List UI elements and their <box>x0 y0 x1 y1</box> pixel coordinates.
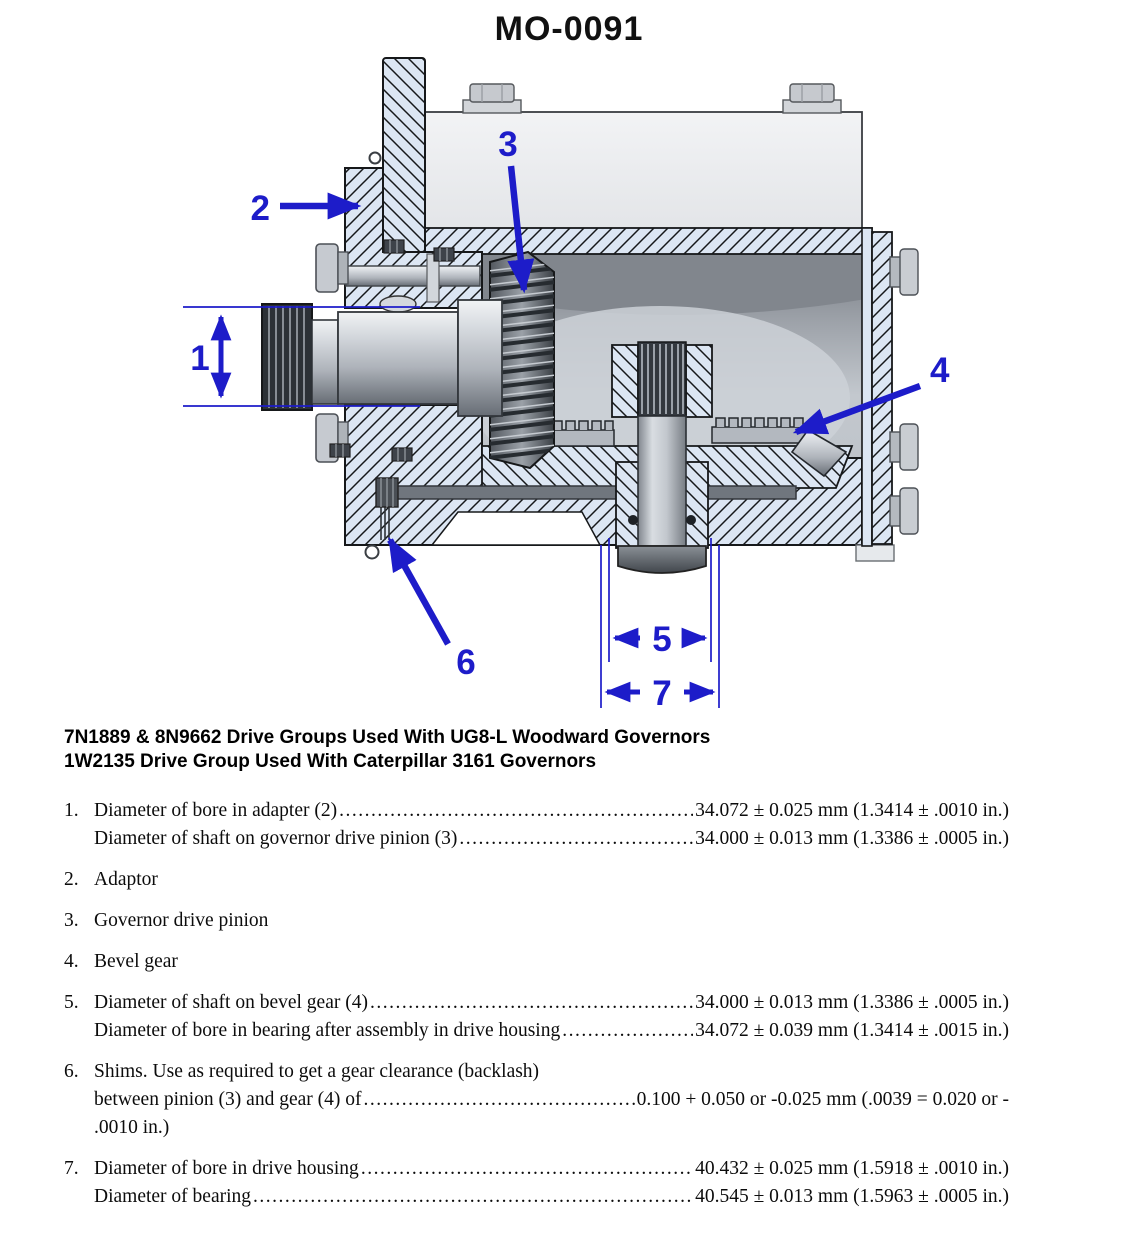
spec-line <box>94 1114 1009 1142</box>
dot-leader <box>253 1183 693 1211</box>
spec-line-label: .0010 in.) <box>94 1116 170 1138</box>
spec-list <box>64 797 1009 1211</box>
figure-caption <box>64 726 1009 775</box>
right-bolt-2 <box>890 424 918 470</box>
dot-leader <box>339 797 693 825</box>
spec-item-lines <box>94 866 1009 894</box>
dot-leader <box>562 1017 693 1045</box>
spec-line-value: 34.000 ± 0.013 mm (1.3386 ± .0005 in.) <box>695 991 1009 1013</box>
bearing-sleeve-left <box>616 462 640 548</box>
spec-item-lines <box>94 989 1009 1045</box>
spec-item <box>64 797 1009 853</box>
spec-item <box>64 1155 1009 1211</box>
spec-line-label: Diameter of shaft on bevel gear (4) <box>94 991 368 1013</box>
governor-drive-shaft <box>262 296 502 416</box>
callout-6-arrow <box>390 540 448 644</box>
spec-line <box>94 1058 1009 1086</box>
adapter-pin <box>346 266 480 286</box>
callout-6-label: 6 <box>456 643 476 682</box>
spec-line-label: Bevel gear <box>94 950 178 972</box>
spec-line-label: Diameter of bore in bearing after assembly in drive housing <box>94 1019 561 1041</box>
spec-line-value: 40.545 ± 0.013 mm (1.5963 ± .0005 in.) <box>695 1185 1009 1207</box>
spec-item-number: 3. <box>64 909 79 931</box>
right-bolt-1 <box>890 249 918 295</box>
callout-7-label: 7 <box>652 674 672 713</box>
cover-flange-strip <box>425 228 872 254</box>
dot-leader <box>361 1155 693 1183</box>
dot-leader <box>459 825 693 853</box>
left-bolt-top <box>316 244 348 292</box>
spec-line-label: Adaptor <box>94 868 158 890</box>
spec-line <box>94 1086 1009 1114</box>
spec-line <box>94 1155 1009 1183</box>
cover-bolt-right <box>783 84 841 113</box>
seal-right <box>686 515 696 525</box>
seal-ring-top <box>370 153 381 164</box>
right-bolt-3 <box>890 488 918 534</box>
spec-line-label: Governor drive pinion <box>94 909 269 931</box>
spec-item-number: 1. <box>64 799 79 821</box>
caption-line-1: 7N1889 & 8N9662 Drive Groups Used With UG8-L Woodward Governors <box>64 727 711 748</box>
spec-line-value: 0.100 + 0.050 or -0.025 mm (.0039 = 0.020 or - <box>636 1088 1009 1110</box>
spec-line <box>94 989 1009 1017</box>
callout-3-label: 3 <box>498 125 518 164</box>
spec-line <box>94 1183 1009 1211</box>
spec-item <box>64 866 1009 894</box>
cover-bolt-left <box>463 84 521 113</box>
spec-line-label: Shims. Use as required to get a gear clearance (backlash) <box>94 1060 540 1082</box>
spec-line <box>94 825 1009 853</box>
spec-line-label: Diameter of bore in drive housing <box>94 1157 359 1179</box>
housing-notch <box>432 512 600 545</box>
spec-item-lines <box>94 1058 1009 1142</box>
caption-line-2: 1W2135 Drive Group Used With Caterpillar 3161 Governors <box>64 751 597 773</box>
spec-item <box>64 989 1009 1045</box>
seal-left <box>628 515 638 525</box>
callout-1-label: 1 <box>190 339 210 378</box>
spec-item-number: 4. <box>64 950 79 972</box>
spec-item-lines <box>94 948 1009 976</box>
housing-foot <box>856 545 894 561</box>
callout-2 <box>251 189 358 228</box>
spec-item-number: 6. <box>64 1060 79 1082</box>
spec-line-value: 34.072 ± 0.039 mm (1.3414 ± .0015 in.) <box>695 1019 1009 1041</box>
spec-line-label: Diameter of bearing <box>94 1185 252 1207</box>
spec-line-value: 34.072 ± 0.025 mm (1.3414 ± .0010 in.) <box>695 799 1009 821</box>
spec-section <box>64 726 1009 1224</box>
callout-6 <box>390 540 476 682</box>
spec-item-lines <box>94 1155 1009 1211</box>
spec-line-label: between pinion (3) and gear (4) of <box>94 1088 362 1110</box>
bearing-sleeve-right <box>684 462 708 548</box>
spec-line <box>94 797 1009 825</box>
spec-line-label: Diameter of bore in adapter (2) <box>94 799 338 821</box>
callout-4-label: 4 <box>930 351 950 390</box>
mounting-flange <box>383 58 425 252</box>
callout-2-label: 2 <box>250 189 270 228</box>
dot-leader <box>370 989 693 1017</box>
spec-item-number: 5. <box>64 991 79 1013</box>
seal-ring-bottom <box>366 546 379 559</box>
figure-title: MO-0091 <box>494 10 644 48</box>
spec-item <box>64 907 1009 935</box>
bearing-cap <box>618 546 706 573</box>
spec-line <box>94 948 1009 976</box>
spec-line-label: Diameter of shaft on governor drive pinion (3) <box>94 827 458 849</box>
callout-5-label: 5 <box>652 620 672 659</box>
spec-line <box>94 866 1009 894</box>
spec-item-number: 2. <box>64 868 79 890</box>
spec-item <box>64 948 1009 976</box>
spec-item <box>64 1058 1009 1142</box>
spec-line-value: 34.000 ± 0.013 mm (1.3386 ± .0005 in.) <box>695 827 1009 849</box>
spec-line-value: 40.432 ± 0.025 mm (1.5918 ± .0010 in.) <box>695 1157 1009 1179</box>
spec-item-number: 7. <box>64 1157 79 1179</box>
spec-line <box>94 1017 1009 1045</box>
dot-leader <box>363 1086 634 1114</box>
spec-item-lines <box>94 907 1009 935</box>
spec-line <box>94 907 1009 935</box>
governor-cover <box>425 84 862 230</box>
spec-item-lines <box>94 797 1009 853</box>
